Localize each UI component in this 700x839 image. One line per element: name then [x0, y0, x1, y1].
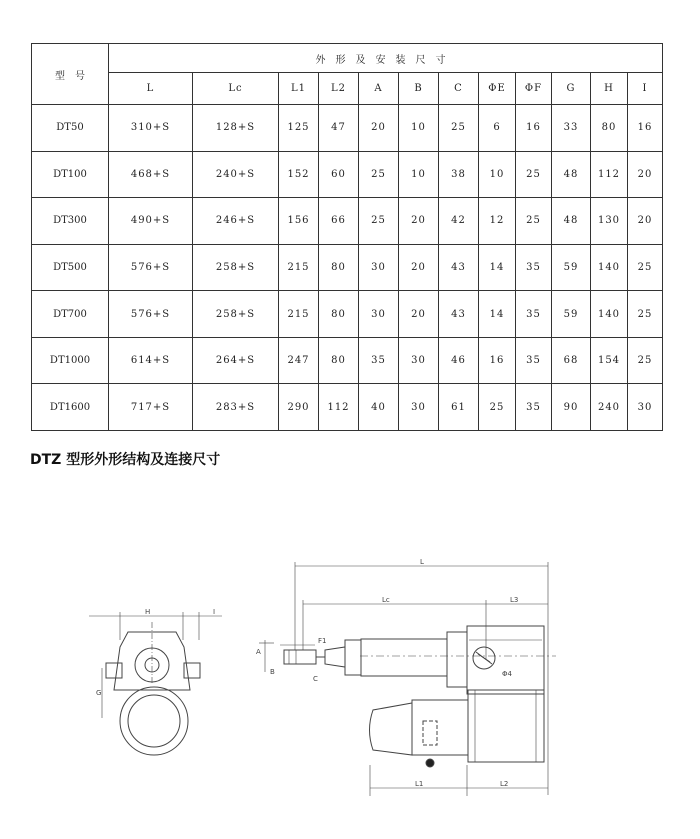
value-cell: 10 — [399, 151, 439, 198]
label-h: H — [145, 608, 151, 616]
value-cell: 30 — [359, 244, 399, 291]
value-cell: 20 — [628, 151, 663, 198]
column-header: I — [628, 73, 663, 105]
value-cell: 16 — [479, 337, 516, 384]
label-g: G — [96, 689, 102, 697]
value-cell: 25 — [479, 384, 516, 431]
value-cell: 43 — [439, 244, 479, 291]
value-cell: 576+S — [109, 291, 193, 338]
column-header: H — [591, 73, 628, 105]
label-l3: L3 — [510, 596, 519, 604]
model-cell: DT700 — [32, 291, 109, 338]
column-header: A — [359, 73, 399, 105]
value-cell: 154 — [591, 337, 628, 384]
column-header: Lc — [193, 73, 279, 105]
value-cell: 46 — [439, 337, 479, 384]
column-header: ΦE — [479, 73, 516, 105]
value-cell: 48 — [552, 151, 591, 198]
value-cell: 156 — [279, 198, 319, 245]
label-lc: Lc — [382, 596, 390, 604]
value-cell: 290 — [279, 384, 319, 431]
drawing-labels — [96, 558, 518, 788]
table-row — [32, 105, 663, 152]
value-cell: 25 — [359, 198, 399, 245]
value-cell: 35 — [516, 337, 552, 384]
value-cell: 152 — [279, 151, 319, 198]
table-row — [32, 244, 663, 291]
model-cell: DT50 — [32, 105, 109, 152]
column-header: L — [109, 73, 193, 105]
value-cell: 20 — [359, 105, 399, 152]
value-cell: 247 — [279, 337, 319, 384]
label-a: A — [256, 648, 261, 656]
side-view — [89, 612, 222, 755]
value-cell: 48 — [552, 198, 591, 245]
value-cell: 59 — [552, 291, 591, 338]
value-cell: 42 — [439, 198, 479, 245]
value-cell: 61 — [439, 384, 479, 431]
value-cell: 614+S — [109, 337, 193, 384]
value-cell: 10 — [399, 105, 439, 152]
value-cell: 25 — [516, 151, 552, 198]
value-cell: 258+S — [193, 244, 279, 291]
value-cell: 112 — [591, 151, 628, 198]
value-cell: 14 — [479, 244, 516, 291]
model-cell: DT1000 — [32, 337, 109, 384]
column-header: ΦF — [516, 73, 552, 105]
model-cell: DT500 — [32, 244, 109, 291]
value-cell: 20 — [399, 244, 439, 291]
value-cell: 125 — [279, 105, 319, 152]
column-header: B — [399, 73, 439, 105]
column-header: L1 — [279, 73, 319, 105]
value-cell: 215 — [279, 291, 319, 338]
value-cell: 35 — [516, 384, 552, 431]
label-c: C — [313, 675, 318, 683]
value-cell: 490+S — [109, 198, 193, 245]
table-row — [32, 384, 663, 431]
value-cell: 66 — [319, 198, 359, 245]
value-cell: 90 — [552, 384, 591, 431]
value-cell: 10 — [479, 151, 516, 198]
value-cell: 80 — [319, 244, 359, 291]
section-title: DTZ 型形外形结构及连接尺寸 — [30, 452, 221, 468]
value-cell: 25 — [628, 244, 663, 291]
value-cell: 140 — [591, 244, 628, 291]
value-cell: 12 — [479, 198, 516, 245]
value-cell: 20 — [399, 291, 439, 338]
value-cell: 25 — [439, 105, 479, 152]
value-cell: 240+S — [193, 151, 279, 198]
value-cell: 283+S — [193, 384, 279, 431]
value-cell: 30 — [628, 384, 663, 431]
value-cell: 25 — [359, 151, 399, 198]
value-cell: 576+S — [109, 244, 193, 291]
value-cell: 35 — [516, 244, 552, 291]
value-cell: 14 — [479, 291, 516, 338]
value-cell: 30 — [399, 384, 439, 431]
label-l2: L2 — [500, 780, 509, 788]
label-i: I — [213, 608, 216, 616]
value-cell: 60 — [319, 151, 359, 198]
model-header: 型 号 — [32, 44, 109, 105]
table-row — [32, 151, 663, 198]
value-cell: 240 — [591, 384, 628, 431]
value-cell: 6 — [479, 105, 516, 152]
value-cell: 112 — [319, 384, 359, 431]
value-cell: 38 — [439, 151, 479, 198]
model-cell: DT100 — [32, 151, 109, 198]
dtz-outline-drawing — [0, 550, 700, 839]
value-cell: 468+S — [109, 151, 193, 198]
value-cell: 16 — [628, 105, 663, 152]
table-row — [32, 291, 663, 338]
column-header: L2 — [319, 73, 359, 105]
value-cell: 30 — [399, 337, 439, 384]
value-cell: 25 — [628, 291, 663, 338]
value-cell: 35 — [516, 291, 552, 338]
value-cell: 215 — [279, 244, 319, 291]
column-header: G — [552, 73, 591, 105]
value-cell: 264+S — [193, 337, 279, 384]
group-header: 外形及安装尺寸 — [109, 44, 663, 73]
value-cell: 140 — [591, 291, 628, 338]
value-cell: 40 — [359, 384, 399, 431]
value-cell: 246+S — [193, 198, 279, 245]
label-phi: Φ4 — [502, 670, 512, 678]
value-cell: 25 — [516, 198, 552, 245]
value-cell: 310+S — [109, 105, 193, 152]
label-l: L — [420, 558, 424, 566]
label-b: B — [270, 668, 275, 676]
value-cell: 130 — [591, 198, 628, 245]
value-cell: 80 — [319, 337, 359, 384]
value-cell: 68 — [552, 337, 591, 384]
value-cell: 80 — [591, 105, 628, 152]
value-cell: 30 — [359, 291, 399, 338]
table-row — [32, 337, 663, 384]
value-cell: 59 — [552, 244, 591, 291]
dimensions-table — [31, 43, 663, 431]
value-cell: 258+S — [193, 291, 279, 338]
value-cell: 717+S — [109, 384, 193, 431]
table-row — [32, 198, 663, 245]
value-cell: 128+S — [193, 105, 279, 152]
value-cell: 80 — [319, 291, 359, 338]
model-cell: DT1600 — [32, 384, 109, 431]
value-cell: 25 — [628, 337, 663, 384]
value-cell: 20 — [628, 198, 663, 245]
value-cell: 35 — [359, 337, 399, 384]
value-cell: 43 — [439, 291, 479, 338]
model-cell: DT300 — [32, 198, 109, 245]
label-f1: F1 — [318, 637, 327, 645]
value-cell: 33 — [552, 105, 591, 152]
value-cell: 16 — [516, 105, 552, 152]
value-cell: 20 — [399, 198, 439, 245]
label-l1: L1 — [415, 780, 424, 788]
value-cell: 47 — [319, 105, 359, 152]
column-header: C — [439, 73, 479, 105]
